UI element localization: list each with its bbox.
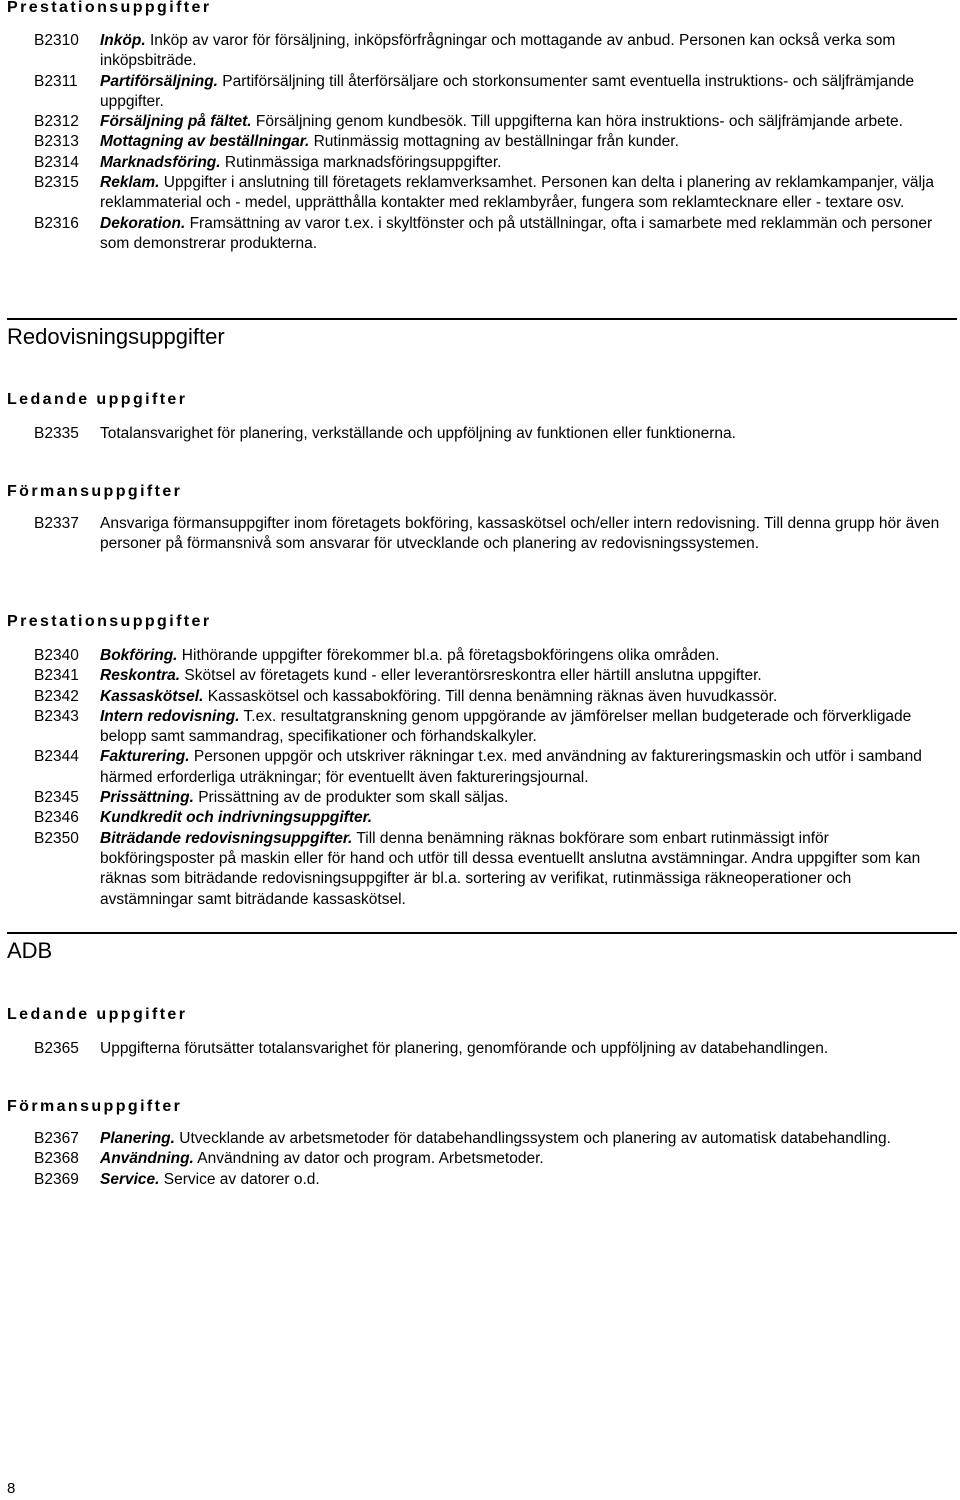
entry-term: Användning.	[100, 1150, 194, 1168]
entry-item	[0, 829, 960, 910]
entry-item	[0, 214, 960, 255]
entry-term: Prissättning.	[100, 789, 194, 807]
entry-description	[100, 687, 945, 707]
subheading-prestation-1: Prestationsuppgifter	[7, 0, 212, 16]
entry-item	[0, 687, 960, 707]
entry-term: Marknadsföring.	[100, 153, 221, 171]
entry-text: Uppgifter i anslutning till företagets reklamverksamhet. Personen kan delta i planering av reklamkampanjer, välja reklammaterial och - medel, upprätthålla kontakter med reklambyråer, fungera som reklamtecknare eller - textare osv.	[100, 174, 934, 212]
entry-term: Partiförsäljning.	[100, 72, 218, 90]
entry-code: B2350	[34, 829, 79, 847]
entry-text: Service av datorer o.d.	[159, 1170, 320, 1188]
entry-code: B2310	[34, 32, 79, 49]
entry-code: B2342	[34, 687, 79, 705]
entry-code: B2346	[34, 809, 79, 827]
entry-item	[0, 808, 960, 828]
entry-code: B2341	[34, 667, 79, 685]
entry-code: B2340	[34, 647, 79, 664]
entry-code: B2345	[34, 789, 79, 807]
entry-code: B2344	[34, 748, 79, 766]
entry-item	[0, 666, 960, 686]
entry-term: Intern redovisning.	[100, 707, 240, 725]
entry-item	[0, 132, 960, 152]
entry-item	[0, 646, 960, 666]
entry-code: B2316	[34, 214, 79, 232]
entry-description	[100, 72, 945, 113]
entry-description	[100, 1149, 945, 1169]
entry-description	[100, 214, 945, 255]
entry-item	[0, 72, 960, 113]
entry-code: B2365	[34, 1040, 79, 1057]
heading-adb: ADB	[7, 938, 53, 963]
entry-text: Användning av dator och program. Arbetsmetoder.	[193, 1150, 544, 1168]
entry-item	[0, 1039, 960, 1059]
entry-text: Kassaskötsel och kassabokföring. Till denna benämning räknas även huvudkassör.	[203, 687, 778, 705]
entry-text: Hithörande uppgifter förekommer bl.a. på företagsbokföringens olika områden.	[177, 647, 720, 664]
entry-description	[100, 173, 945, 214]
entry-item	[0, 153, 960, 173]
entry-item	[0, 707, 960, 748]
subheading-ledande-2: Ledande uppgifter	[7, 1006, 188, 1023]
entry-item	[0, 788, 960, 808]
entry-term: Försäljning på fältet.	[100, 113, 252, 131]
entry-code: B2343	[34, 707, 79, 725]
entry-code: B2369	[34, 1170, 79, 1188]
entry-code: B2315	[34, 174, 79, 192]
entry-term: Service.	[100, 1170, 160, 1188]
entry-description	[100, 707, 945, 748]
entries-prestation-1	[0, 31, 960, 254]
entry-text: Rutinmässig mottagning av beställningar från kunder.	[309, 133, 679, 151]
entry-text: Inköp av varor för försäljning, inköpsförfrågningar och mottagande av anbud. Personen kan också verka som inköpsbiträde.	[100, 32, 896, 70]
entry-text: Ansvariga förmansuppgifter inom företagets bokföring, kassaskötsel och/eller intern redovisning. Till denna grupp hör även personer på förmansnivå som ansvarar för utvecklande och planering av redovisningssystemen.	[100, 515, 940, 553]
entries-forman-2	[0, 1129, 960, 1190]
entry-description	[100, 153, 945, 173]
entry-text: T.ex. resultatgranskning genom uppgörande av jämförelser mellan budgeterade och förverkligade belopp samt sammandrag, specifikationer och förhandskalkyler.	[100, 707, 912, 746]
entry-description	[100, 808, 945, 828]
subheading-prestation-2: Prestationsuppgifter	[7, 613, 212, 630]
entry-description	[100, 1129, 945, 1149]
entry-text: Uppgifterna förutsätter totalansvarighet för planering, genomförande och uppföljning av databehandlingen.	[100, 1040, 829, 1057]
entry-code: B2311	[34, 72, 78, 90]
entry-item	[0, 747, 960, 788]
entry-text: Framsättning av varor t.ex. i skyltfönster och på utställningar, ofta i samarbete med reklammän och personer som demonstrerar produkterna.	[100, 214, 933, 252]
entry-description	[100, 1039, 945, 1059]
entry-term: Fakturering.	[100, 748, 190, 766]
entry-item	[0, 1129, 960, 1149]
entry-text: Personen uppgör och utskriver räkningar t.ex. med användning av faktureringsmaskin och utför i samband härmed erforderliga uträkningar; för eventuellt även faktureringsjournal.	[100, 748, 922, 786]
entry-term: Biträdande redovisningsuppgifter.	[100, 829, 353, 847]
entries-forman-1	[0, 514, 960, 555]
entries-ledande-2	[0, 1039, 960, 1059]
entry-item	[0, 31, 960, 72]
subheading-forman-1: Förmansuppgifter	[7, 483, 183, 500]
entry-item	[0, 424, 960, 444]
entry-term: Inköp.	[100, 32, 146, 49]
entry-description	[100, 788, 945, 808]
entry-text: Utvecklande av arbetsmetoder för databehandlingssystem och planering av automatisk databehandling.	[174, 1130, 891, 1147]
entry-code: B2367	[34, 1130, 79, 1147]
subheading-forman-2: Förmansuppgifter	[7, 1098, 183, 1115]
entry-term: Reskontra.	[100, 667, 181, 685]
entry-text: Totalansvarighet för planering, verkställande och uppföljning av funktionen eller funktionerna.	[100, 425, 736, 442]
entries-ledande-1	[0, 424, 960, 444]
entry-description	[100, 112, 945, 132]
entry-code: B2335	[34, 425, 79, 442]
entry-code: B2313	[34, 133, 79, 151]
entry-item	[0, 112, 960, 132]
entries-prestation-2	[0, 646, 960, 910]
entry-code: B2368	[34, 1150, 79, 1168]
entry-term: Kundkredit och indrivningsuppgifter.	[100, 809, 373, 827]
entry-item	[0, 514, 960, 555]
entry-term: Dekoration.	[100, 214, 186, 232]
entry-description	[100, 132, 945, 152]
entry-description	[100, 514, 945, 555]
entry-text: Till denna benämning räknas bokförare som enbart rutinmässigt inför bokföringsposter på maskin eller för hand och utför till dessa eventuellt anslutna avstämningar. Andra uppgifter som kan räknas som biträdande redovisningsuppgifter är bl.a. sortering av verifikat, rutinmässiga räkneoperationer och avstämningar samt biträdande kassaskötsel.	[100, 829, 921, 908]
section-rule	[7, 318, 957, 320]
section-rule	[7, 932, 957, 934]
entry-description	[100, 829, 945, 910]
entry-description	[100, 646, 945, 666]
entry-text: Försäljning genom kundbesök. Till uppgifterna kan höra instruktions- och säljfrämjande arbete.	[251, 113, 903, 131]
entry-term: Mottagning av beställningar.	[100, 133, 310, 151]
entry-text: Skötsel av företagets kund - eller leverantörsreskontra eller härtill anslutna uppgifter.	[180, 667, 762, 685]
entry-description	[100, 1170, 945, 1190]
entry-text: Rutinmässiga marknadsföringsuppgifter.	[220, 153, 502, 171]
entry-text: Partiförsäljning till återförsäljare och storkonsumenter samt eventuella instruktions- och säljfrämjande uppgifter.	[100, 72, 915, 110]
entry-text: Prissättning av de produkter som skall säljas.	[193, 789, 509, 807]
entry-code: B2337	[34, 515, 79, 532]
entry-description	[100, 666, 945, 686]
entry-description	[100, 424, 945, 444]
entry-code: B2312	[34, 113, 79, 131]
entry-item	[0, 173, 960, 214]
entry-term: Reklam.	[100, 174, 160, 192]
subheading-ledande-1: Ledande uppgifter	[7, 391, 188, 408]
entry-term: Planering.	[100, 1130, 175, 1147]
heading-redovisning: Redovisningsuppgifter	[7, 324, 225, 349]
page-number: 8	[7, 1480, 16, 1497]
entry-description	[100, 747, 945, 788]
entry-item	[0, 1170, 960, 1190]
entry-term: Kassaskötsel.	[100, 687, 204, 705]
entry-code: B2314	[34, 153, 79, 171]
entry-item	[0, 1149, 960, 1169]
entry-description	[100, 31, 945, 72]
entry-term: Bokföring.	[100, 647, 178, 664]
